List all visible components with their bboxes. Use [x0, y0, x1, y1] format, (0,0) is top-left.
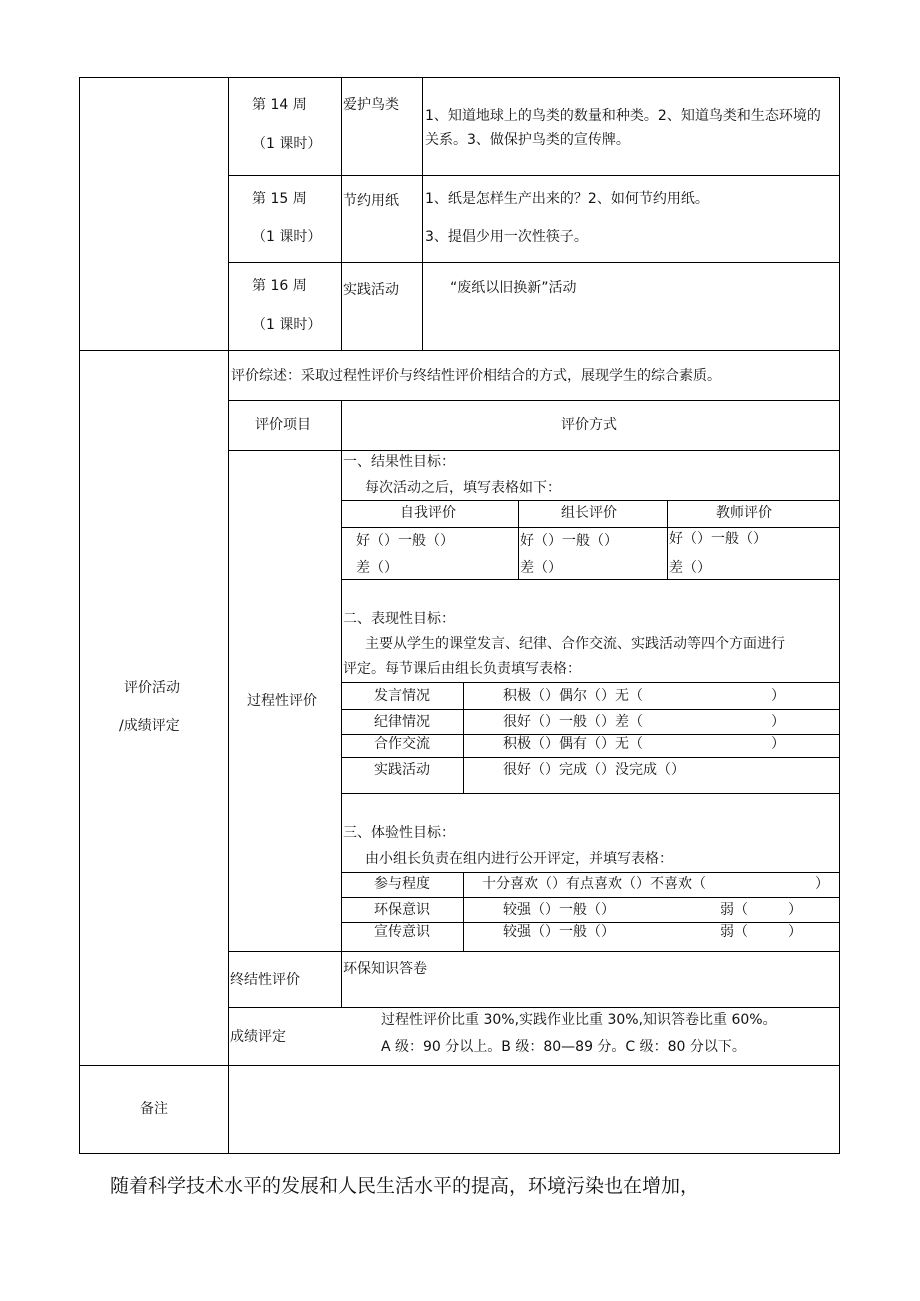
week-15-hours: （1 课时）	[252, 229, 322, 245]
result-self-line2: 差（）	[356, 560, 398, 576]
performance-goal-desc-line1: 主要从学生的课堂发言、纪律、合作交流、实践活动等四个方面进行	[365, 636, 785, 652]
week-15-content-line1: 1、纸是怎样生产出来的？2、如何节约用纸。	[425, 191, 709, 207]
result-leader-line2: 差（）	[520, 560, 562, 576]
week-16-content: “废纸以旧换新”活动	[450, 280, 577, 296]
process-eval-label: 过程性评价	[247, 693, 317, 709]
final-eval-value: 环保知识答卷	[343, 961, 427, 977]
grade-levels: A 级：90 分以上。B 级：80—89 分。C 级：80 分以下。	[381, 1039, 746, 1055]
performance-row-close: ）	[771, 736, 785, 752]
experience-row-close: ）	[788, 924, 802, 940]
result-goal-desc: 每次活动之后，填写表格如下：	[365, 480, 561, 496]
experience-row-name: 宣传意识	[374, 924, 430, 940]
experience-goal-title: 三、体验性目标：	[343, 825, 455, 841]
experience-row-value: 十分喜欢（）有点喜欢（）不喜欢（	[482, 876, 706, 892]
week-15-label: 第 15 周	[252, 191, 307, 207]
performance-row-name: 纪律情况	[374, 714, 430, 730]
performance-row-value: 积极（）偶有（）无（	[503, 736, 643, 752]
remarks-label: 备注	[140, 1101, 168, 1117]
performance-goal-desc-line2: 评定。每节课后由组长负责填写表格：	[343, 661, 581, 677]
section-label-evaluation: 评价活动	[124, 680, 180, 696]
performance-row-value: 很好（）一般（）差（	[503, 714, 643, 730]
result-goal-title: 一、结果性目标：	[343, 454, 455, 470]
week-15-content-line2: 3、提倡少用一次性筷子。	[425, 229, 588, 245]
result-leader-line1: 好（）一般（）	[520, 533, 618, 549]
experience-row-weak: 弱（	[720, 924, 748, 940]
result-header-self: 自我评价	[400, 505, 456, 521]
week-14-topic: 爱护鸟类	[343, 97, 399, 113]
week-14-content: 1、知道地球上的鸟类的数量和种类。2、知道鸟类和生态环境的关系。3、做保护鸟类的宣传牌。	[425, 108, 821, 148]
result-header-leader: 组长评价	[561, 505, 617, 521]
header-eval-method: 评价方式	[561, 417, 617, 433]
week-14-hours: （1 课时）	[252, 136, 322, 152]
performance-row-name: 发言情况	[374, 688, 430, 704]
performance-goal-title: 二、表现性目标：	[343, 611, 455, 627]
grade-weights: 过程性评价比重 30%,实践作业比重 30%,知识答卷比重 60%。	[381, 1012, 777, 1028]
grade-label: 成绩评定	[230, 1029, 286, 1045]
experience-goal-desc: 由小组长负责在组内进行公开评定，并填写表格：	[365, 851, 673, 867]
week-16-label: 第 16 周	[252, 278, 307, 294]
performance-row-value: 积极（）偶尔（）无（	[503, 688, 643, 704]
final-eval-label: 终结性评价	[230, 972, 300, 988]
experience-row-close: ）	[815, 876, 829, 892]
footer-paragraph: 随着科学技术水平的发展和人民生活水平的提高，环境污染也在增加，	[110, 1175, 700, 1197]
section-label-grade: /成绩评定	[119, 718, 180, 734]
performance-row-name: 合作交流	[374, 736, 430, 752]
experience-row-name: 环保意识	[374, 902, 430, 918]
performance-row-value: 很好（）完成（）没完成（）	[503, 762, 685, 778]
experience-row-value: 较强（）一般（）	[503, 924, 615, 940]
performance-row-name: 实践活动	[374, 762, 430, 778]
evaluation-summary: 评价综述：采取过程性评价与终结性评价相结合的方式，展现学生的综合素质。	[231, 368, 721, 384]
performance-row-close: ）	[771, 714, 785, 730]
result-teacher-line2: 差（）	[669, 560, 711, 576]
result-teacher-line1: 好（）一般（）	[669, 531, 767, 547]
week-15-topic: 节约用纸	[343, 193, 399, 209]
week-14-label: 第 14 周	[252, 97, 307, 113]
experience-row-value: 较强（）一般（）	[503, 902, 615, 918]
header-eval-item: 评价项目	[255, 417, 311, 433]
experience-row-close: ）	[788, 902, 802, 918]
week-16-hours: （1 课时）	[252, 317, 322, 333]
experience-row-weak: 弱（	[720, 902, 748, 918]
result-header-teacher: 教师评价	[716, 505, 772, 521]
result-self-line1: 好（）一般（）	[356, 533, 454, 549]
experience-row-name: 参与程度	[374, 876, 430, 892]
week-16-topic: 实践活动	[343, 282, 399, 298]
performance-row-close: ）	[771, 688, 785, 704]
